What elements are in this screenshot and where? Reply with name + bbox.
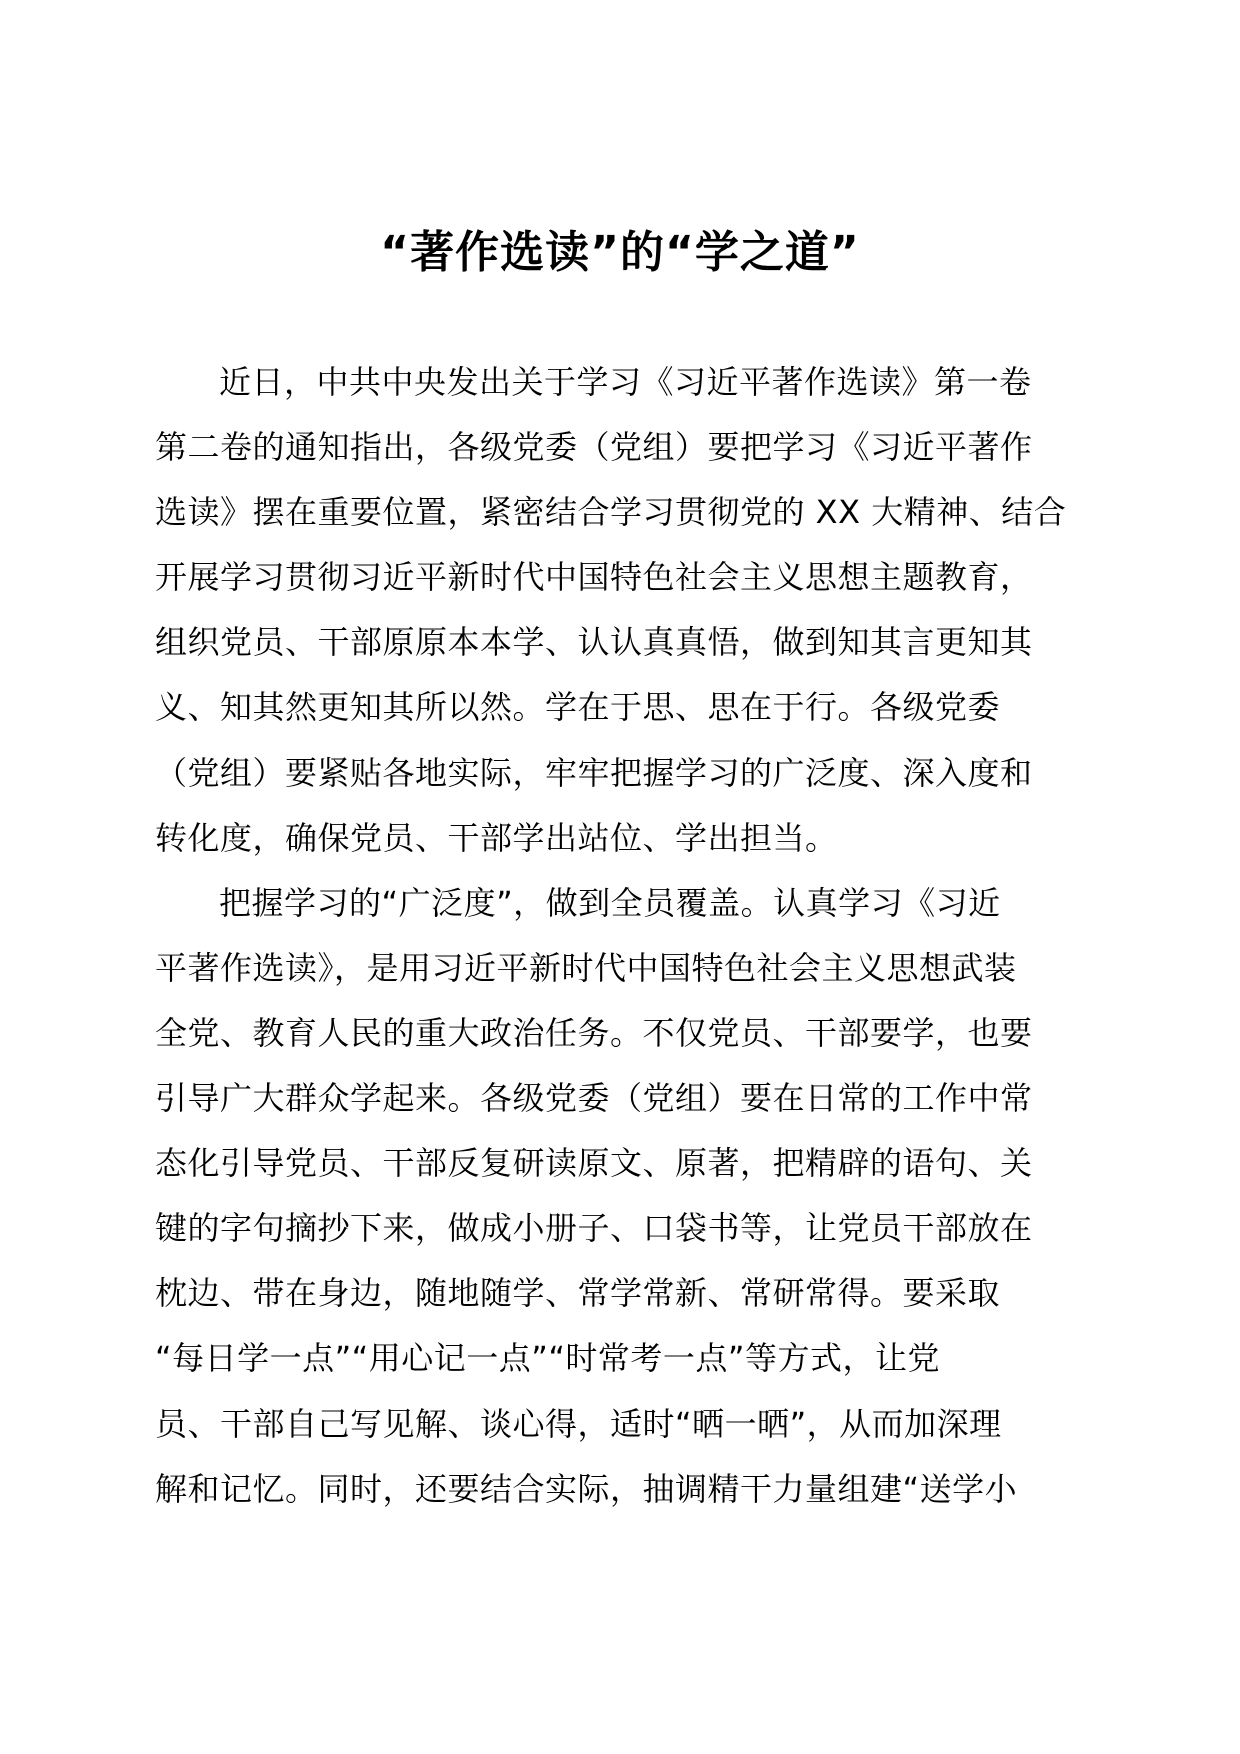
paragraph-1-line-8: 转化度，确保党员、干部学出站位、学出担当。 — [155, 818, 838, 857]
paragraph-2-line-9: 员、干部自己写见解、谈心得，适时“晒一晒”，从而加深理 — [155, 1404, 1002, 1443]
paragraph-2-line-6: 键的字句摘抄下来，做成小册子、口袋书等，让党员干部放在 — [155, 1209, 1033, 1248]
paragraph-1-line-3: 选读》摆在重要位置，紧密结合学习贯彻党的 XX 大精神、结合 — [155, 493, 1067, 532]
paragraph-2-line-3: 全党、教育人民的重大政治任务。不仅党员、干部要学，也要 — [155, 1013, 1033, 1052]
paragraph-1-line-5: 组织党员、干部原原本本学、认认真真悟，做到知其言更知其 — [155, 623, 1033, 662]
document-body — [155, 350, 1085, 1522]
paragraph-2-line-4: 引导广大群众学起来。各级党委（党组）要在日常的工作中常 — [155, 1079, 1033, 1118]
paragraph-1-line-2: 第二卷的通知指出，各级党委（党组）要把学习《习近平著作 — [155, 428, 1033, 467]
paragraph-1-line-6: 义、知其然更知其所以然。学在于思、思在于行。各级党委 — [155, 688, 1001, 727]
document-title: “著作选读”的“学之道” — [380, 227, 860, 278]
paragraph-2-line-10: 解和记忆。同时，还要结合实际，抽调精干力量组建“送学小 — [155, 1469, 1018, 1508]
paragraph-1-line-4: 开展学习贯彻习近平新时代中国特色社会主义思想主题教育， — [155, 558, 1033, 597]
paragraph-2-line-2: 平著作选读》，是用习近平新时代中国特色社会主义思想武装 — [155, 948, 1017, 987]
paragraph-1-line-1: 近日，中共中央发出关于学习《习近平著作选读》第一卷 — [219, 363, 1032, 401]
paragraph-1-line-7: （党组）要紧贴各地实际，牢牢把握学习的广泛度、深入度和 — [155, 753, 1033, 792]
paragraph-2-line-8: “每日学一点”“用心记一点”“时常考一点”等方式，让党 — [155, 1339, 940, 1378]
paragraph-2-line-5: 态化引导党员、干部反复研读原文、原著，把精辟的语句、关 — [155, 1144, 1033, 1183]
paragraph-2-line-1: 把握学习的“广泛度”，做到全员覆盖。认真学习《习近 — [219, 883, 1001, 922]
paragraph-2-line-7: 枕边、带在身边，随地随学、常学常新、常研常得。要采取 — [155, 1274, 1001, 1313]
